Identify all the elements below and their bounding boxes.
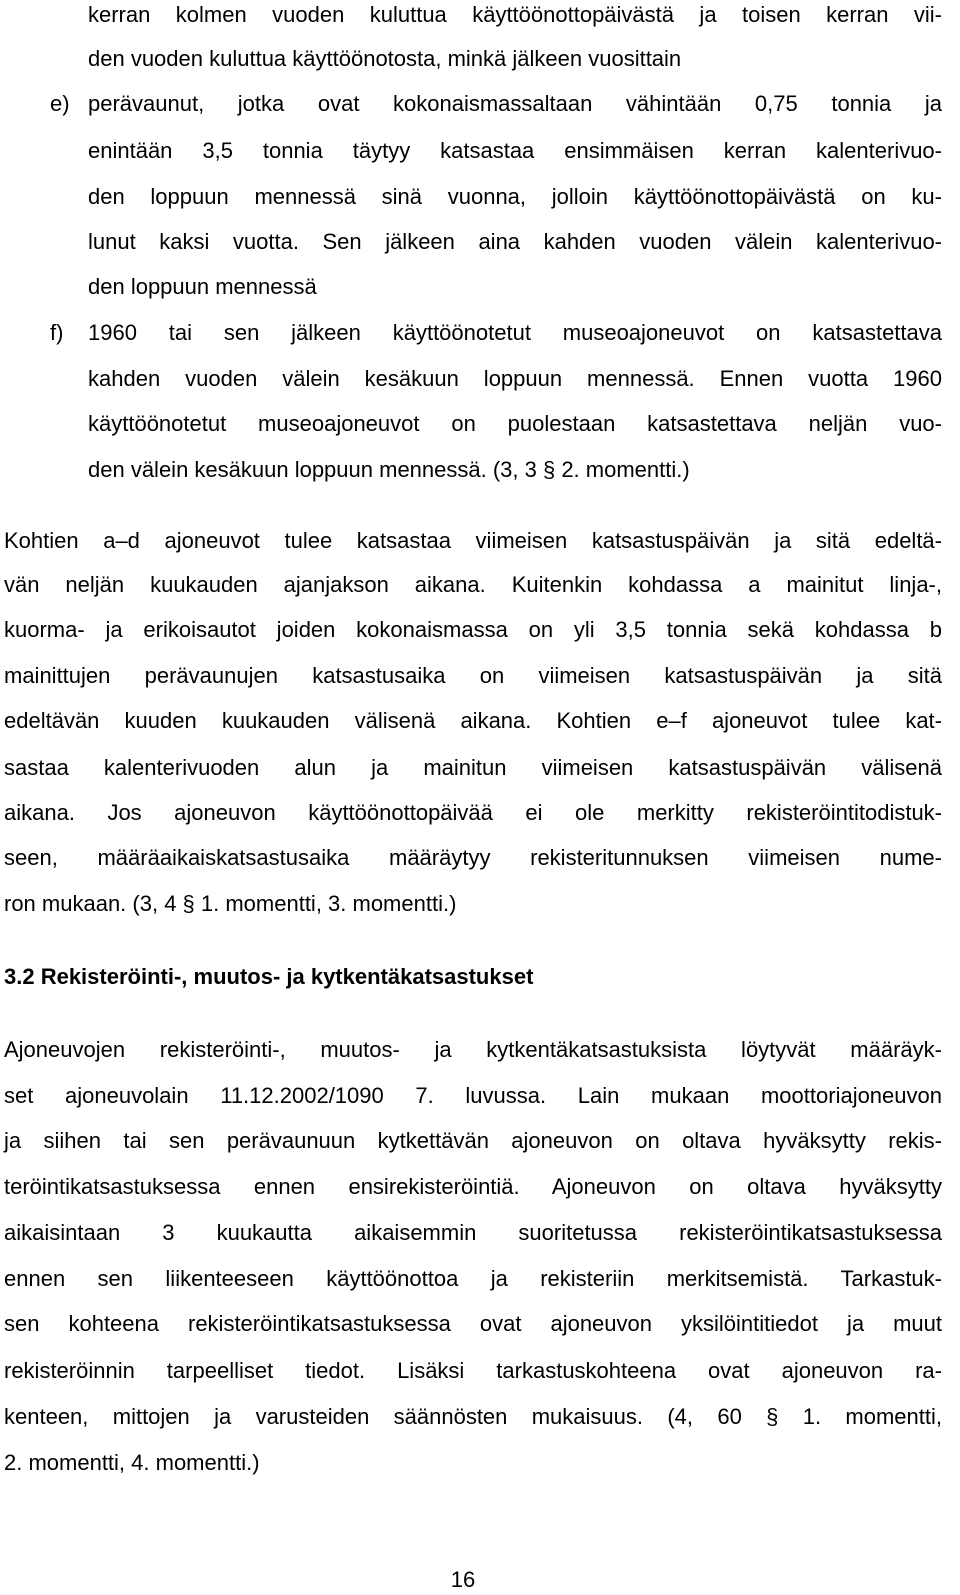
text-line: enintään 3,5 tonnia täytyy katsastaa ensimmäisen kerran kalenterivuo- xyxy=(88,138,942,163)
text-line: edeltävän kuuden kuukauden välisenä aikana. Kohtien e–f ajoneuvot tulee kat- xyxy=(4,708,942,733)
text-line: den loppuun mennessä sinä vuonna, jolloin käyttöönottopäivästä on ku- xyxy=(88,184,942,209)
section-heading: 3.2 Rekisteröinti-, muutos- ja kytkentäkatsastukset xyxy=(4,964,534,989)
text-line: rekisteröinnin tarpeelliset tiedot. Lisäksi tarkastuskohteena ovat ajoneuvon ra- xyxy=(4,1358,942,1383)
text-line: ja siihen tai sen perävaunuun kytkettävän ajoneuvon on oltava hyväksytty rekis- xyxy=(4,1128,942,1153)
text-line: vän neljän kuukauden ajanjakson aikana. Kuitenkin kohdassa a mainitut linja-, xyxy=(4,572,942,597)
text-line: ron mukaan. (3, 4 § 1. momentti, 3. momentti.) xyxy=(4,891,457,916)
text-line: seen, määräaikaiskatsastusaika määräytyy rekisteritunnuksen viimeisen nume- xyxy=(4,845,942,870)
text-line: ennen sen liikenteeseen käyttöönottoa ja rekisteriin merkitsemistä. Tarkastuk- xyxy=(4,1266,942,1291)
text-line: kuorma- ja erikoisautot joiden kokonaismassa on yli 3,5 tonnia sekä kohdassa b xyxy=(4,617,942,642)
text-line: 1960 tai sen jälkeen käyttöönotetut museoajoneuvot on katsastettava xyxy=(88,320,942,345)
text-line: perävaunut, jotka ovat kokonaismassaltaan vähintään 0,75 tonnia ja xyxy=(88,91,942,116)
text-line: sastaa kalenterivuoden alun ja mainitun viimeisen katsastuspäivän välisenä xyxy=(4,755,942,780)
text-line: Kohtien a–d ajoneuvot tulee katsastaa viimeisen katsastuspäivän ja sitä edeltä- xyxy=(4,528,942,553)
text-line: lunut kaksi vuotta. Sen jälkeen aina kahden vuoden välein kalenterivuo- xyxy=(88,229,942,254)
text-line: sen kohteena rekisteröintikatsastuksessa ovat ajoneuvon yksilöintitiedot ja muut xyxy=(4,1311,942,1336)
text-line: käyttöönotetut museoajoneuvot on puolestaan katsastettava neljän vuo- xyxy=(88,411,942,436)
text-line: den välein kesäkuun loppuun mennessä. (3, 3 § 2. momentti.) xyxy=(88,457,690,482)
text-line: teröintikatsastuksessa ennen ensirekisteröintiä. Ajoneuvon on oltava hyväksytty xyxy=(4,1174,942,1199)
list-marker-e: e) xyxy=(50,91,70,116)
text-line: 2. momentti, 4. momentti.) xyxy=(4,1450,260,1475)
text-line: kahden vuoden välein kesäkuun loppuun mennessä. Ennen vuotta 1960 xyxy=(88,366,942,391)
text-line: kerran kolmen vuoden kuluttua käyttöönottopäivästä ja toisen kerran vii- xyxy=(88,2,942,27)
list-marker-f: f) xyxy=(50,320,64,345)
text-line: aikaisintaan 3 kuukautta aikaisemmin suoritetussa rekisteröintikatsastuksessa xyxy=(4,1220,942,1245)
page-number: 16 xyxy=(450,1567,476,1592)
text-line: set ajoneuvolain 11.12.2002/1090 7. luvussa. Lain mukaan moottoriajoneuvon xyxy=(4,1083,942,1108)
text-line: kenteen, mittojen ja varusteiden säännösten mukaisuus. (4, 60 § 1. momentti, xyxy=(4,1404,942,1429)
text-line: aikana. Jos ajoneuvon käyttöönottopäivää ei ole merkitty rekisteröintitodistuk- xyxy=(4,800,942,825)
text-line: den vuoden kuluttua käyttöönotosta, minkä jälkeen vuosittain xyxy=(88,46,682,71)
text-line: den loppuun mennessä xyxy=(88,274,317,299)
text-line: mainittujen perävaunujen katsastusaika on viimeisen katsastuspäivän ja sitä xyxy=(4,663,942,688)
text-line: Ajoneuvojen rekisteröinti-, muutos- ja kytkentäkatsastuksista löytyvät määräyk- xyxy=(4,1037,942,1062)
